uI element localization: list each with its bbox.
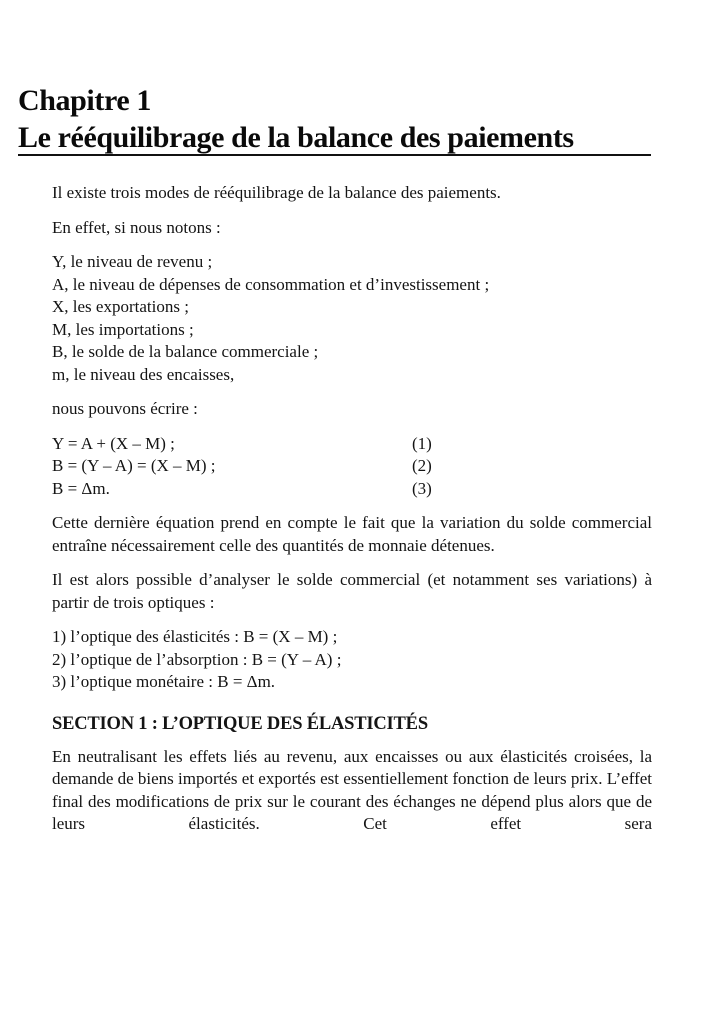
equation-block xyxy=(52,433,652,501)
explanation-paragraph-2: Il est alors possible d’analyser le solde commercial (et notamment ses variations) à partir de trois optiques : xyxy=(52,570,652,612)
equation-expression: Y = A + (X – M) ; xyxy=(52,433,175,453)
notation-item: B, le solde de la balance commerciale ; xyxy=(52,342,319,361)
chapter-title: Le rééquilibrage de la balance des paiements xyxy=(18,121,574,154)
optique-item: 3) l’optique monétaire : B = Δm. xyxy=(52,672,276,691)
equation-expression: B = Δm. xyxy=(52,478,110,498)
equation-number: (2) xyxy=(412,456,432,475)
intro-paragraph-2: En effet, si nous notons : xyxy=(52,217,221,237)
section-heading: SECTION 1 : L’OPTIQUE DES ÉLASTICITÉS xyxy=(52,713,428,734)
section-paragraph: En neutralisant les effets liés au revenu, aux encaisses ou aux élasticités croisées, la demande de biens importés et exportés est essentiellement fonction de leurs prix. L’effet final des modifications de prix sur le courant des échanges ne dépend plus alors que de leurs élasticités. Cet effet sera xyxy=(52,746,653,833)
equation-number: (1) xyxy=(412,433,432,453)
lead-in-text: nous pouvons écrire : xyxy=(52,399,198,418)
explanation-paragraph-1: Cette dernière équation prend en compte le fait que la variation du solde commercial entraîne nécessairement celle des quantités de monnaie détenues. xyxy=(52,513,652,555)
equation-row xyxy=(52,433,652,456)
optique-item: 1) l’optique des élasticités : B = (X – M) ; xyxy=(52,627,338,646)
equation-row xyxy=(52,455,652,478)
equation-number: (3) xyxy=(412,478,432,498)
chapter-label: Chapitre 1 xyxy=(18,84,151,117)
notation-item: A, le niveau de dépenses de consommation et d’investissement ; xyxy=(52,274,490,294)
optique-item: 2) l’optique de l’absorption : B = (Y – A) ; xyxy=(52,649,342,669)
notation-item: X, les exportations ; xyxy=(52,297,189,316)
notation-item: M, les importations ; xyxy=(52,319,194,339)
chapter-heading xyxy=(18,82,650,156)
optiques-list xyxy=(52,626,652,694)
notation-item: Y, le niveau de revenu ; xyxy=(52,252,213,271)
page-body xyxy=(52,182,652,848)
equation-expression: B = (Y – A) = (X – M) ; xyxy=(52,456,216,475)
notation-list xyxy=(52,251,652,386)
chapter-title-underline xyxy=(18,154,651,156)
intro-paragraph-1: Il existe trois modes de rééquilibrage de la balance des paiements. xyxy=(52,183,501,202)
notation-item: m, le niveau des encaisses, xyxy=(52,364,235,384)
equation-row xyxy=(52,478,652,501)
